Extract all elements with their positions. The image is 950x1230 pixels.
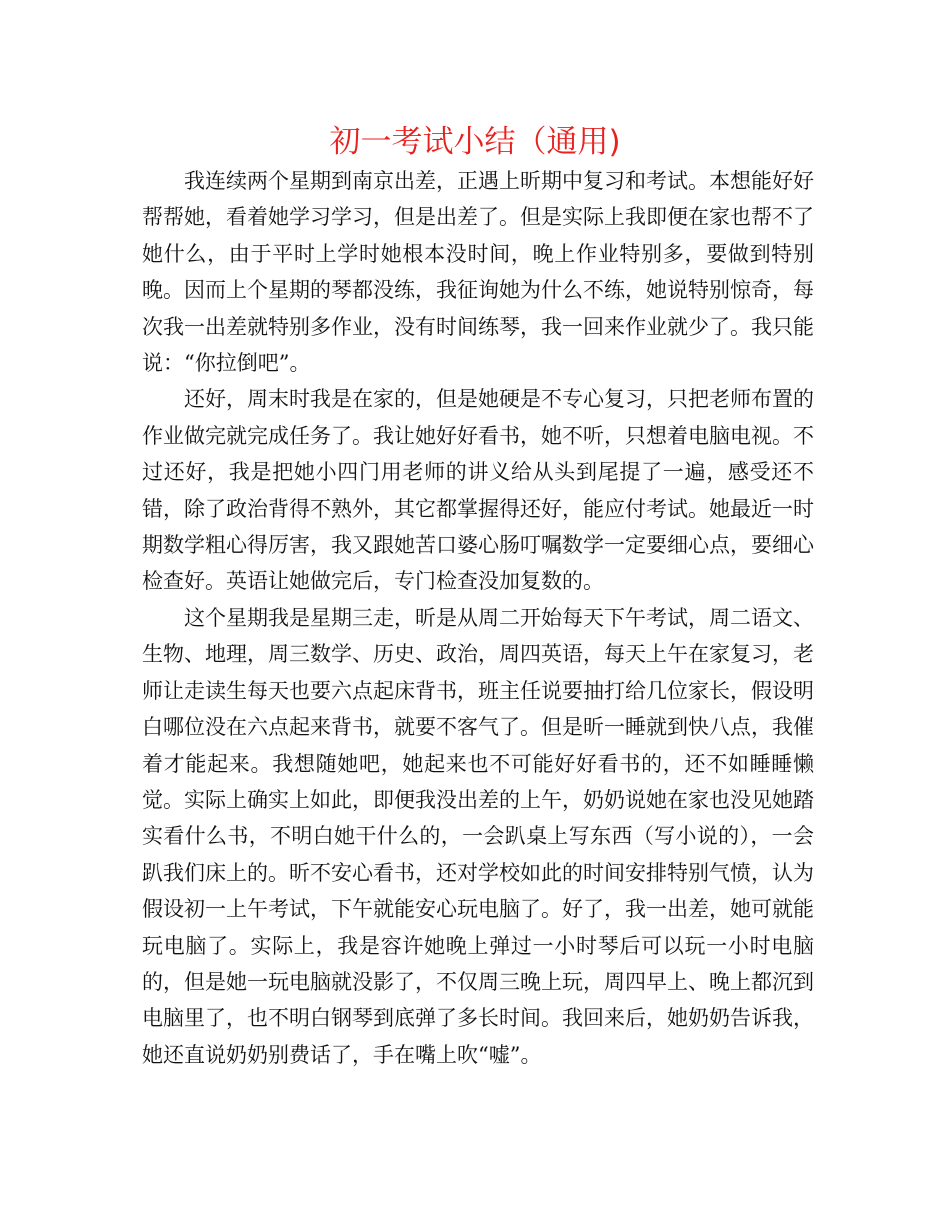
document-body [142,163,814,1073]
paragraph-2: 还好，周末时我是在家的，但是她硬是不专心复习，只把老师布置的作业做完就完成任务了。我让她好好看书，她不听，只想着电脑电视。不过还好，我是把她小四门用老师的讲义给从头到尾提了一遍，感受还不错，除了政治背得不熟外，其它都掌握得还好，能应付考试。她最近一时期数学粗心得厉害，我又跟她苦口婆心肠叮嘱数学一定要细心点，要细心检查好。英语让她做完后，专门检查没加复数的。 [142,387,814,594]
document-title: 初一考试小结（通用) [329,124,621,160]
paragraph-3: 这个星期我是星期三走，昕是从周二开始每天下午考试，周二语文、生物、地理，周三数学、历史、政治，周四英语，每天上午在家复习，老师让走读生每天也要六点起床背书，班主任说要抽打给几位家长，假设明白哪位没在六点起来背书，就要不客气了。但是昕一睡就到快八点，我催着才能起来。我想随她吧，她起来也不可能好好看书的，还不如睡睡懒觉。实际上确实上如此，即便我没出差的上午，奶奶说她在家也没见她踏实看什么书，不明白她干什么的，一会趴桌上写东西（写小说的），一会趴我们床上的。昕不安心看书，还对学校如此的时间安排特别气愤，认为假设初一上午考试，下午就能安心玩电脑了。好了，我一出差，她可就能玩电脑了。实际上，我是容许她晚上弹过一小时琴后可以玩一小时电脑的，但是她一玩电脑就没影了，不仅周三晚上玩，周四早上、晚上都沉到电脑里了，也不明白钢琴到底弹了多长时间。我回来后，她奶奶告诉我，她还直说奶奶别费话了，手在嘴上吹“嘘”。 [142,605,814,1067]
paragraph-1: 我连续两个星期到南京出差，正遇上昕期中复习和考试。本想能好好帮帮她，看着她学习学习，但是出差了。但是实际上我即便在家也帮不了她什么，由于平时上学时她根本没时间，晚上作业特别多，要做到特别晚。因而上个星期的琴都没练，我征询她为什么不练，她说特别惊奇，每次我一出差就特别多作业，没有时间练琴，我一回来作业就少了。我只能说：“你拉倒吧”。 [142,169,814,376]
